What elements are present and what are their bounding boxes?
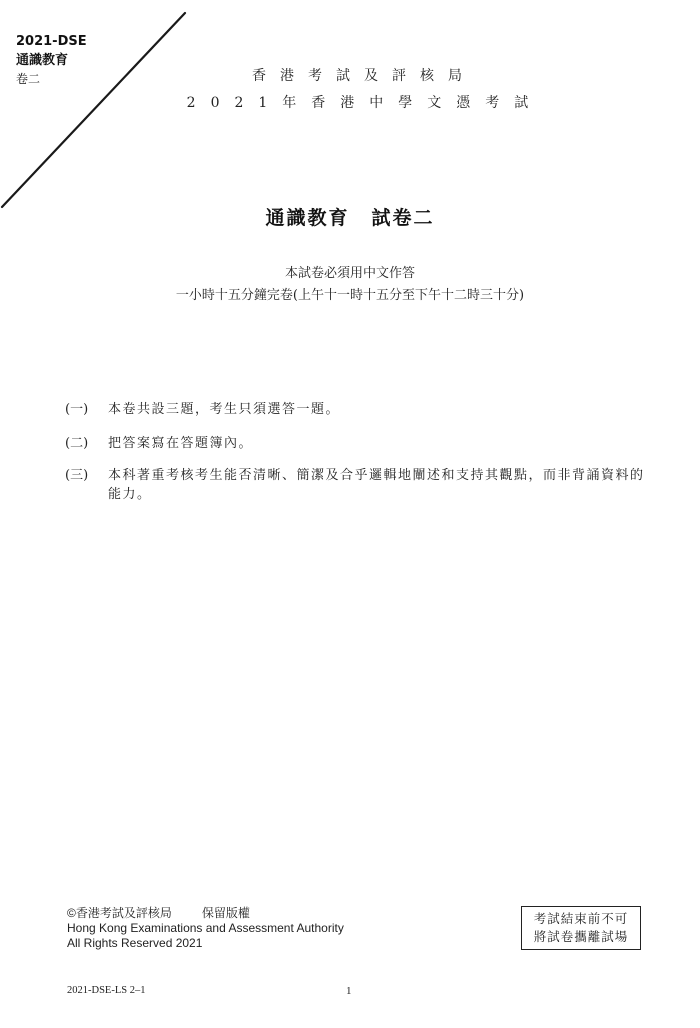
page-number: 1 [346, 985, 352, 997]
instruction-item [65, 466, 655, 504]
paper-title-subject: 通識教育 [265, 207, 350, 229]
copyright-zh: ©香港考試及評核局 [67, 906, 172, 920]
instruction-number: (一) [65, 402, 89, 417]
instruction-text: 本卷共設三題，考生只須選答一題。 [108, 402, 341, 417]
reserved-en: All Rights Reserved 2021 [67, 936, 203, 950]
instruction-number: (二) [65, 436, 89, 451]
corner-paper: 卷二 [16, 72, 41, 86]
instruction-text: 把答案寫在答題簿內。 [108, 436, 254, 451]
paper-title-paper: 試卷二 [371, 207, 435, 229]
instruction-text: 本科著重考核考生能否清晰、簡潔及合乎邏輯地闡述和支持其觀點，而非背誦資料的能力。 [108, 468, 645, 502]
exit-notice-box [521, 906, 641, 950]
corner-year-code: 2021-DSE [16, 34, 87, 49]
reserved-zh: 保留版權 [201, 906, 250, 920]
copyright-en: Hong Kong Examinations and Assessment Authority [67, 921, 344, 935]
instruction-item [65, 400, 655, 419]
paper-code: 2021-DSE-LS 2–1 [67, 985, 146, 996]
exam-name: 2021年香港中學文憑考試 [186, 95, 544, 111]
exit-notice-line: 考試結束前不可 [533, 911, 629, 926]
instruction-item [65, 434, 655, 453]
copyright-block [67, 906, 344, 951]
instruction-number: (三) [65, 468, 89, 483]
time-note: 一小時十五分鐘完卷(上午十一時十五分至下午十二時三十分) [175, 288, 525, 303]
language-note: 本試卷必須用中文作答 [284, 266, 415, 281]
corner-subject: 通識教育 [16, 53, 69, 68]
paper-title [0, 203, 700, 230]
exit-notice-line: 將試卷攜離試場 [533, 929, 629, 944]
authority-name: 香港考試及評核局 [252, 68, 476, 84]
